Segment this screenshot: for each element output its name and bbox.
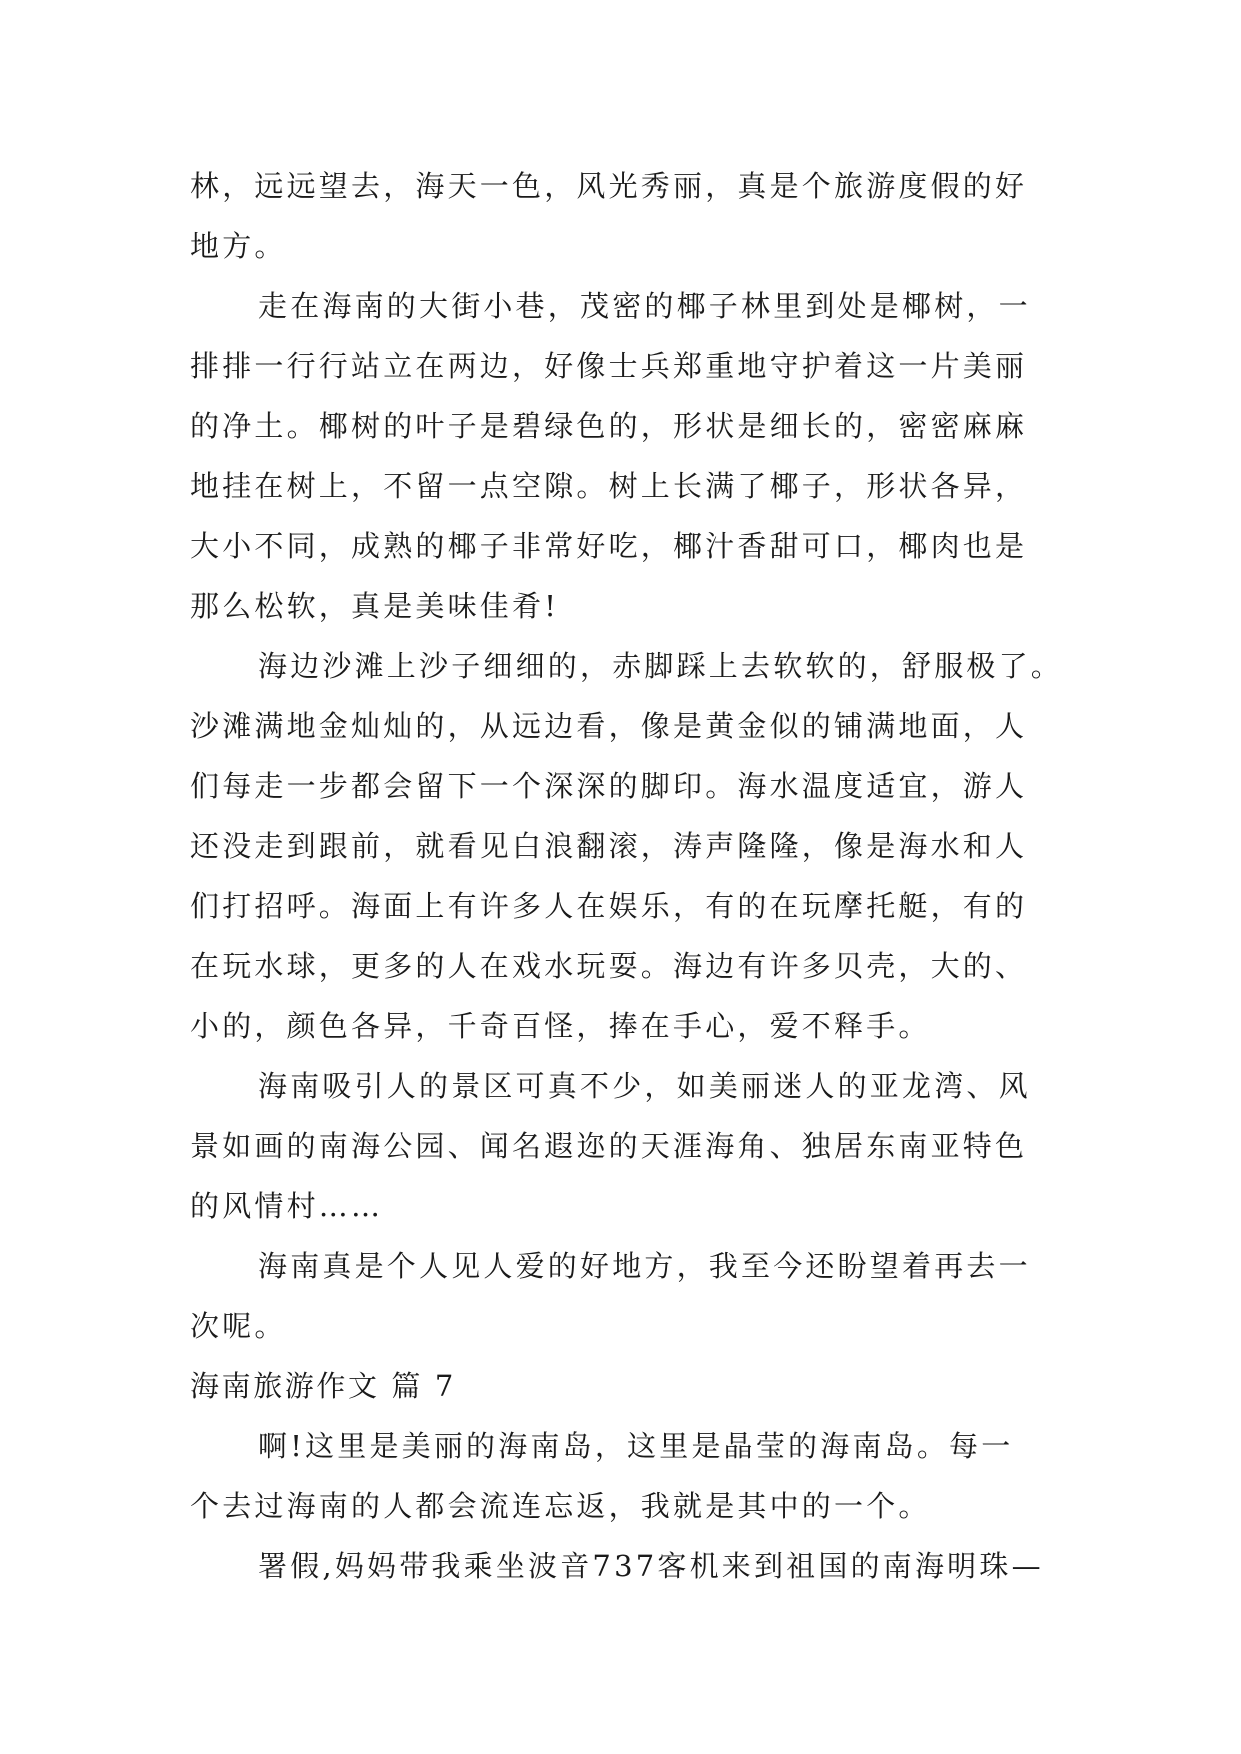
text-line: 次呢。 [190,1309,287,1343]
document-page [190,156,1064,1596]
section-heading: 海南旅游作文 篇 7 [190,1369,456,1403]
text-line: 们每走一步都会留下一个深深的脚印。海水温度适宜，游人 [190,769,1028,803]
text-line: 林，远远望去，海天一色，风光秀丽，真是个旅游度假的好 [190,169,1028,203]
text-line: 地方。 [190,229,287,263]
text-line: 啊!这里是美丽的海南岛，这里是晶莹的海南岛。每一 [258,1429,1014,1463]
text-line: 那么松软，真是美味佳肴! [190,589,560,623]
text-line: 在玩水球，更多的人在戏水玩耍。海边有许多贝壳，大的、 [190,949,1028,983]
text-line: 沙滩满地金灿灿的，从远边看，像是黄金似的铺满地面，人 [190,709,1028,743]
text-line: 海南真是个人见人爱的好地方，我至今还盼望着再去一 [258,1249,1031,1283]
text-line: 海南吸引人的景区可真不少，如美丽迷人的亚龙湾、风 [258,1069,1031,1103]
text-line: 署假,妈妈带我乘坐波音737客机来到祖国的南海明珠— [258,1549,1044,1583]
text-line: 景如画的南海公园、闻名遐迩的天涯海角、独居东南亚特色 [190,1129,1028,1163]
text-line: 大小不同，成熟的椰子非常好吃，椰汁香甜可口，椰肉也是 [190,529,1028,563]
text-line: 还没走到跟前，就看见白浪翻滚，涛声隆隆，像是海水和人 [190,829,1028,863]
text-line: 的净土。椰树的叶子是碧绿色的，形状是细长的，密密麻麻 [190,409,1028,443]
text-line: 们打招呼。海面上有许多人在娱乐，有的在玩摩托艇，有的 [190,889,1028,923]
text-line: 地挂在树上，不留一点空隙。树上长满了椰子，形状各异， [190,469,1028,503]
text-line: 的风情村…… [190,1189,384,1223]
text-line: 小的，颜色各异，千奇百怪，捧在手心，爱不释手。 [190,1009,931,1043]
text-line: 个去过海南的人都会流连忘返，我就是其中的一个。 [190,1489,931,1523]
text-line: 排排一行行站立在两边，好像士兵郑重地守护着这一片美丽 [190,349,1028,383]
text-line: 海边沙滩上沙子细细的，赤脚踩上去软软的，舒服极了。 [258,649,1064,683]
text-line: 走在海南的大街小巷，茂密的椰子林里到处是椰树，一 [258,289,1031,323]
